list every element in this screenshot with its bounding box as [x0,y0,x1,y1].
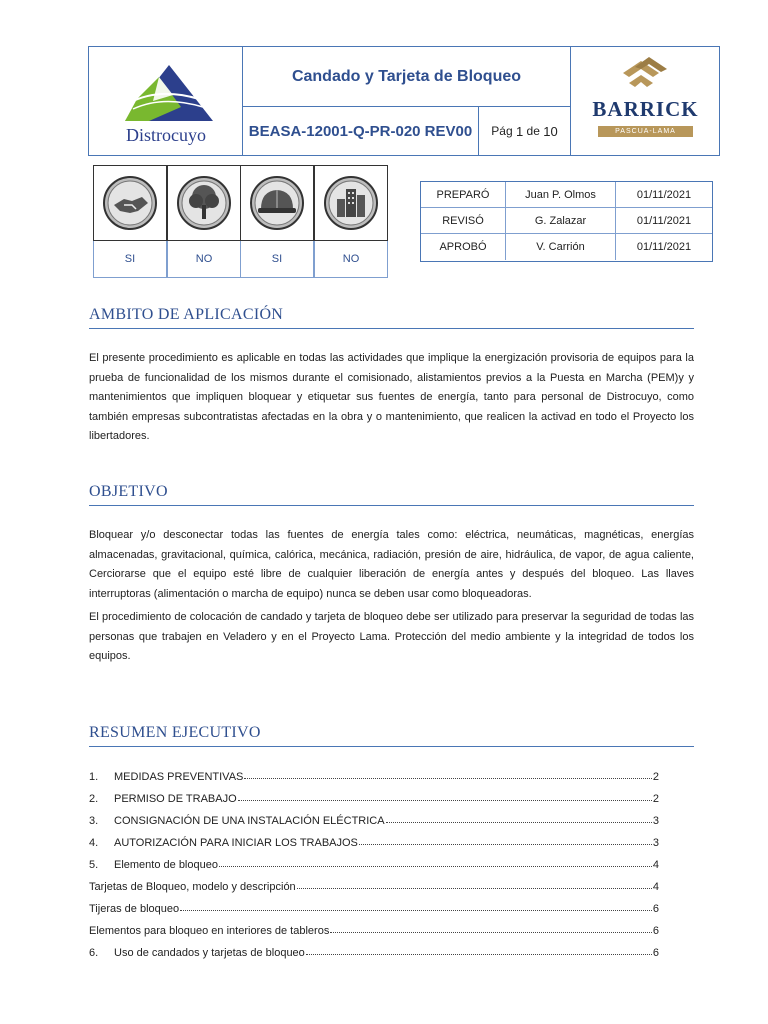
toc-page: 4 [652,859,659,871]
toc-number: 1. [89,771,99,783]
toc-item[interactable] [89,761,659,783]
approval-date: 01/11/2021 [616,182,712,208]
toc-page: 2 [652,771,659,783]
page-of: de [526,124,540,138]
toc-item[interactable] [89,871,659,893]
icon-cell-hard-hat [240,165,314,241]
toc-leader [297,887,652,889]
approval-name: V. Carrión [506,234,616,260]
distrocuyo-mountain-icon [89,47,243,127]
table-of-contents [89,761,659,959]
toc-leader [180,909,652,911]
ambito-paragraph: El presente procedimiento es aplicable en todas las actividades que implique la energización provisoria de equipos para la prueba de funcionalidad de los mismos durante el comisionado, alistamientos previos a la Puesta en Marcha (PEM)y y mantenimientos que impliquen bloquear y etiquetar sus fuentes de energía, tanto para personal de Distrocuyo, como también empresas subcontratistas afectadas en la obra y o mantenimiento, que realicen la activad en todo el Proyecto los libertadores. [89,352,694,442]
barrick-chevron-icon [571,47,720,95]
toc-page: 6 [652,947,659,959]
page-total: 10 [543,123,558,139]
toc-item[interactable] [89,849,659,871]
toc-leader [219,865,652,867]
approval-row [421,234,712,260]
buildings-icon [323,175,379,231]
toc-page: 6 [652,903,659,915]
approval-row [421,182,712,208]
toc-text: Elementos para bloqueo en interiores de tableros [89,925,330,937]
approval-role: PREPARÓ [421,182,506,208]
barrick-name: BARRICK [592,97,699,121]
icon-cell-handshake [93,165,167,241]
toc-number: 3. [89,815,99,827]
toc-number: 6. [89,947,99,959]
toc-leader [306,953,652,955]
document-header [88,46,720,156]
toc-page: 6 [652,925,659,937]
hard-hat-icon [249,175,305,231]
toc-item[interactable] [89,805,659,827]
toc-item[interactable] [89,937,659,959]
toc-page: 2 [652,793,659,805]
approval-row [421,208,712,234]
approval-name: Juan P. Olmos [506,182,616,208]
toc-leader [244,777,651,779]
toc-leader [359,843,652,845]
toc-item[interactable] [89,783,659,805]
approval-date: 01/11/2021 [636,241,692,253]
approval-name: G. Zalazar [506,208,616,234]
section-heading-resumen: RESUMEN EJECUTIVO [89,724,694,747]
toc-text: MEDIDAS PREVENTIVAS [114,771,244,783]
toc-text: CONSIGNACIÓN DE UNA INSTALACIÓN ELÉCTRICA [114,815,385,827]
objetivo-paragraph-1: Bloquear y/o desconectar todas las fuentes de energía tales como: eléctrica, neumáticas, magnéticas, energías almacenadas, gravitacional, química, calórica, mecánica, radiación, presión de aire, hidráulica, de vapor, de agua caliente, Cerciorarse que el equipo esté libre de cualquier liberación de energía antes y después del bloqueo. Las llaves interruptoras (alimentación o marcha de equipo) nunca se deben usar como bloqueadoras. [89,529,694,600]
toc-item[interactable] [89,893,659,915]
handshake-icon [102,175,158,231]
toc-text: Elemento de bloqueo [114,859,218,871]
document-title: Candado y Tarjeta de Bloqueo [243,47,570,107]
toc-page: 3 [652,837,659,849]
toc-number: 4. [89,837,99,849]
section-heading-objetivo: OBJETIVO [89,483,694,506]
tree-icon [176,175,232,231]
icon-cell-buildings [314,165,388,241]
toc-page: 3 [652,815,659,827]
page-current: 1 [515,123,524,139]
impact-icons-table [93,165,388,278]
document-code: BEASA-12001-Q-PR-020 REV00 [243,107,479,155]
approval-role: REVISÓ [421,208,506,234]
icon-cell-tree [167,165,241,241]
pascua-lama-label: PASCUA-LAMA [598,126,693,137]
icon-label-handshake: SI [93,241,167,278]
approvals-table [420,181,713,262]
toc-text: Tarjetas de Bloqueo, modelo y descripción [89,881,296,893]
icon-label-hard-hat: SI [240,241,314,278]
distrocuyo-logo [89,47,243,155]
barrick-logo [570,47,719,155]
toc-page: 4 [652,881,659,893]
approval-role: APROBÓ [421,234,506,260]
toc-leader [330,931,652,933]
toc-number: 2. [89,793,99,805]
icon-label-buildings: NO [314,241,388,278]
toc-text: Uso de candados y tarjetas de bloqueo [114,947,305,959]
toc-item[interactable] [89,827,659,849]
toc-item[interactable] [89,915,659,937]
toc-text: Tijeras de bloqueo [89,903,180,915]
toc-number: 5. [89,859,99,871]
section-heading-ambito: AMBITO DE APLICACIÓN [89,306,694,329]
distrocuyo-name: Distrocuyo [126,125,206,145]
objetivo-paragraph-2: El procedimiento de colocación de candado y tarjeta de bloqueo debe ser utilizado para preservar la seguridad de todas las personas que trabajen en Veladero y en el Proyecto Lama. Protección del medio ambiente y la integridad de todos los equipos. [89,611,694,662]
toc-leader [386,821,652,823]
toc-leader [238,799,652,801]
icon-label-tree: NO [167,241,241,278]
page-indicator [479,107,570,155]
page-label: Pág [491,124,513,138]
toc-text: PERMISO DE TRABAJO [114,793,237,805]
approval-date: 01/11/2021 [616,208,712,234]
toc-text: AUTORIZACIÓN PARA INICIAR LOS TRABAJOS [114,837,358,849]
